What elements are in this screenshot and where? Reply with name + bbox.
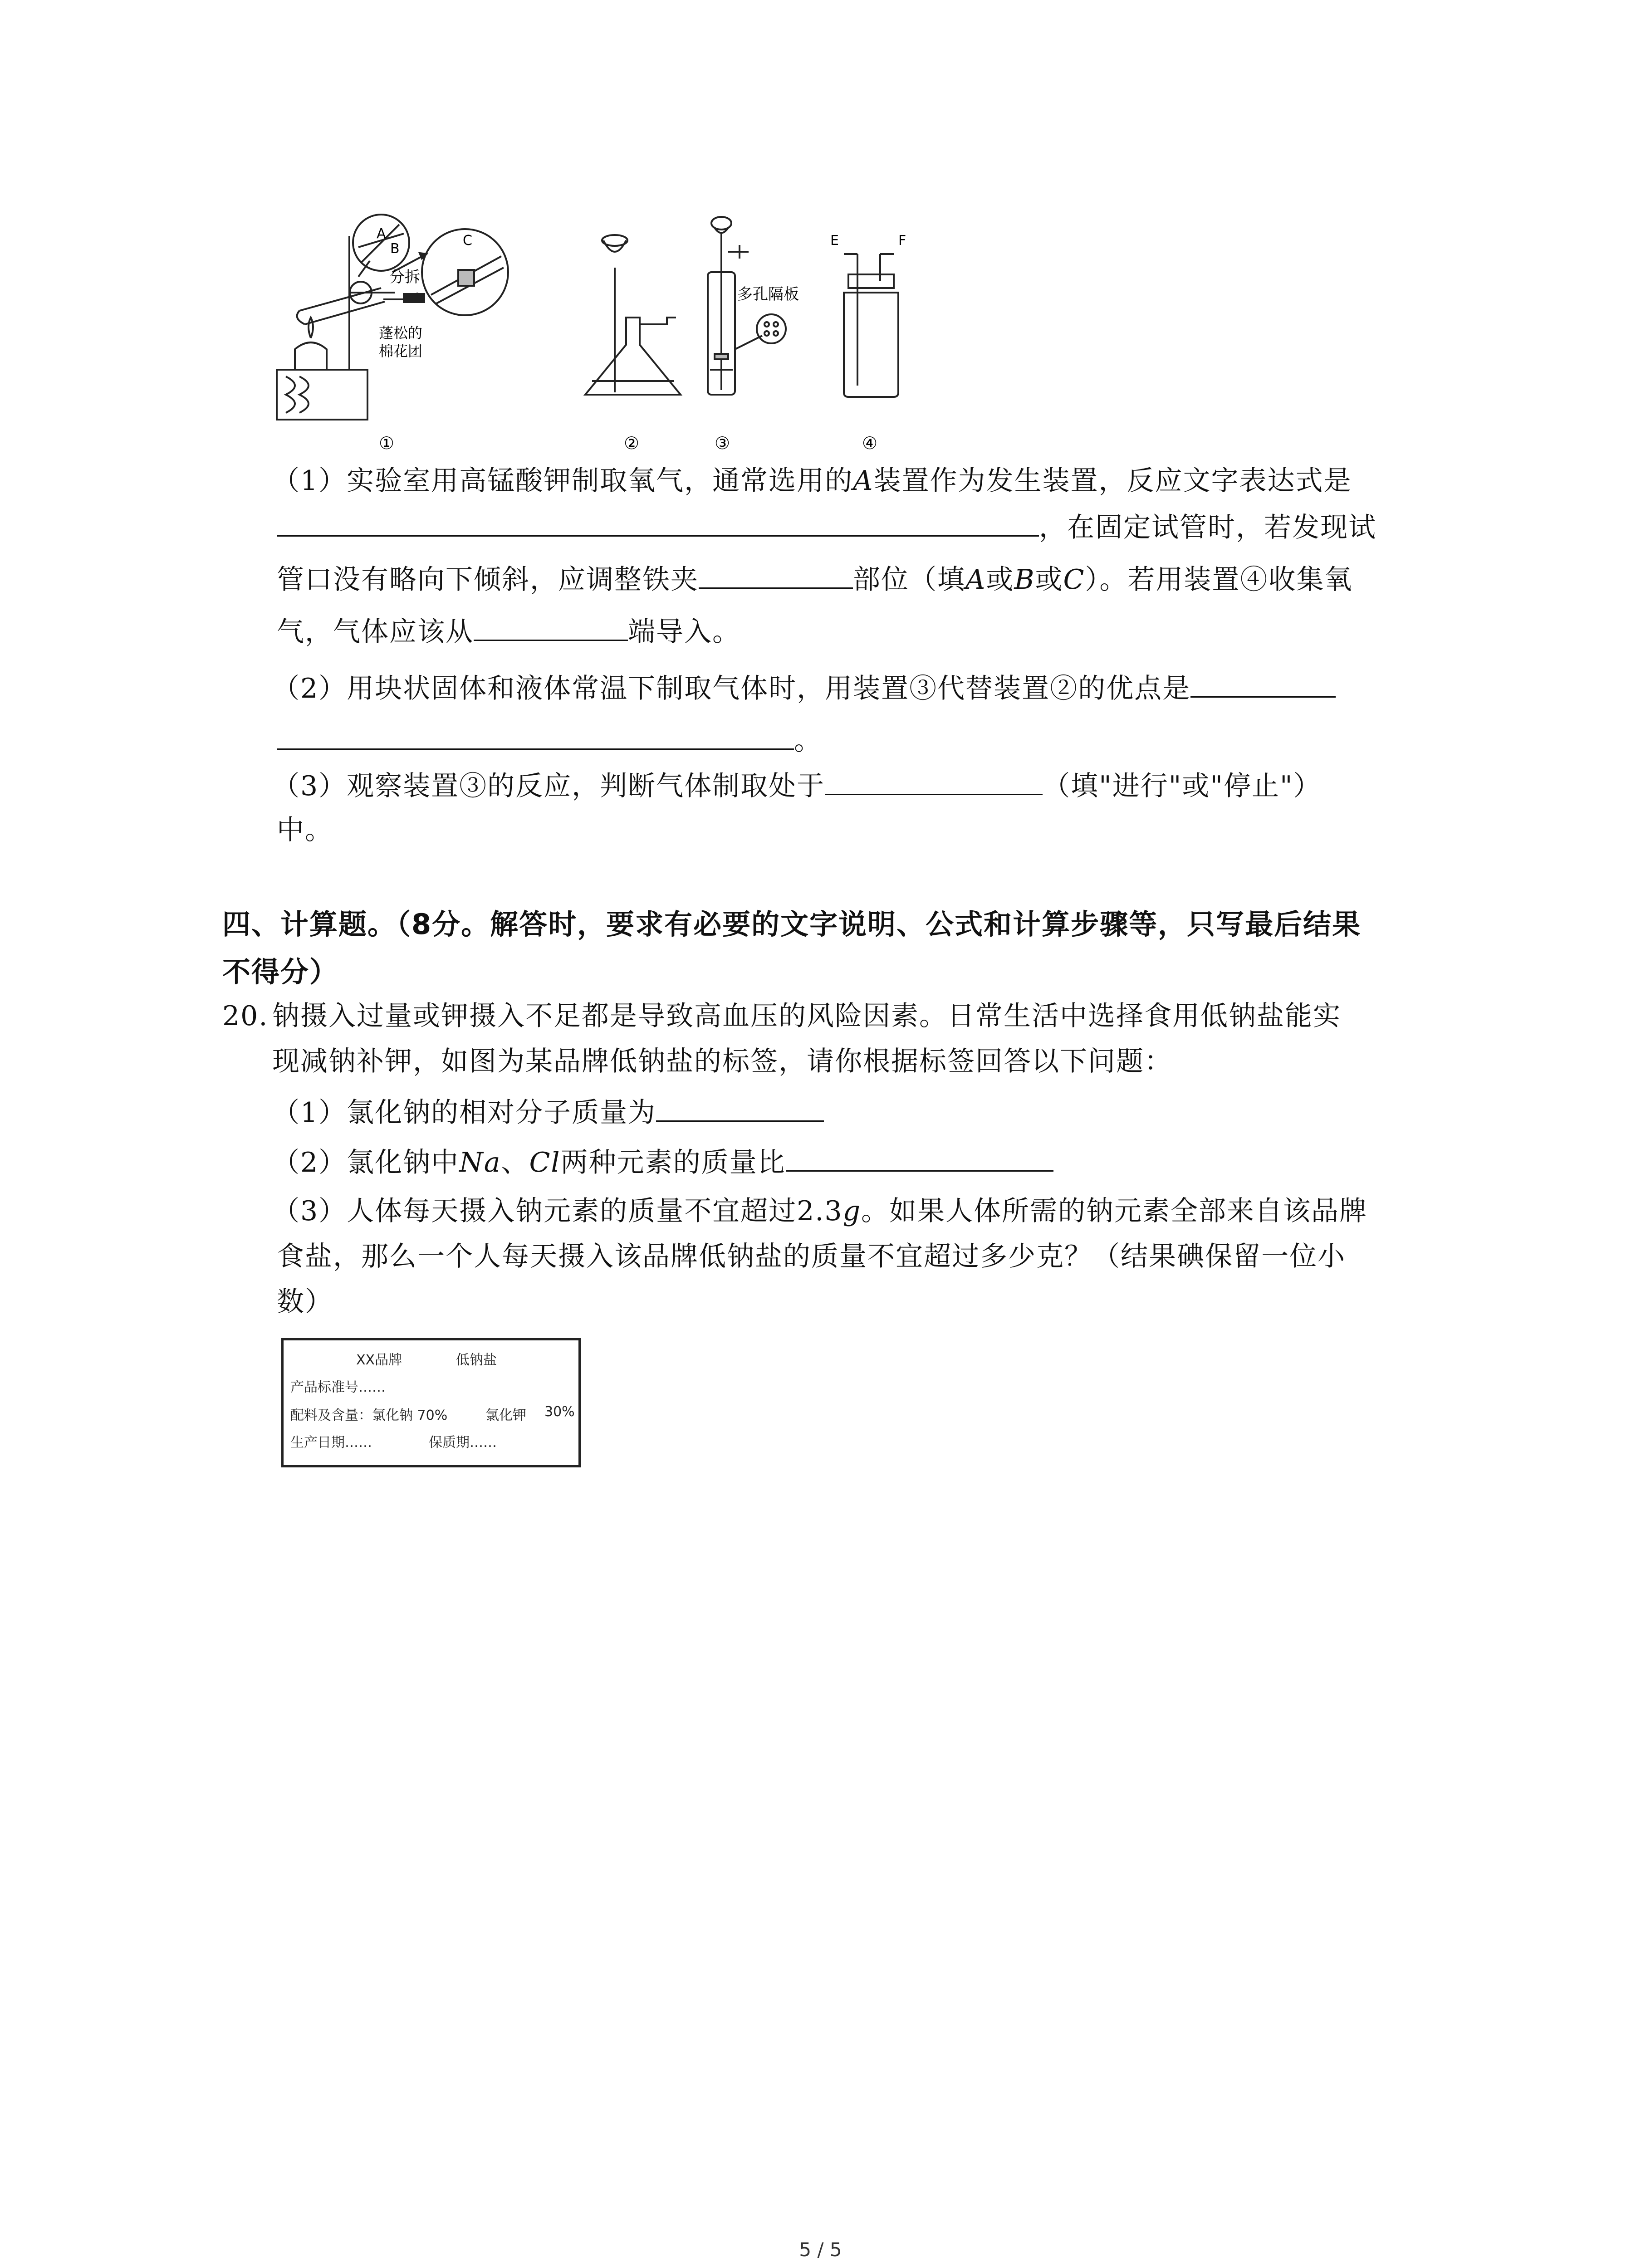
q19-part1-line1: （1）实验室用高锰酸钾制取氧气，通常选用的A装置作为发生装置，反应文字表达式是 [272,465,1352,497]
label-kcl: 氯化钾 [485,1408,526,1423]
perforated-plate-detail [757,314,786,343]
label-e: E [830,233,839,249]
salt-product-label [281,1338,581,1467]
q20-stem-line1: 钠摄入过量或钾摄入不足都是导致高血压的风险因素。日常生活中选择食用低钠盐能实 [272,1000,1341,1032]
q19-part3-line1: （3）观察装置③的反应，判断气体制取处于 （填"进行"或"停止"） [272,762,1322,809]
label-c: C [463,233,472,249]
label-brand: XX品牌 [356,1352,402,1368]
q19-part3-line2: 中。 [277,814,333,846]
q20-part1: （1）氯化钠的相对分子质量为 [272,1089,824,1135]
apparatus-number-2: ② [624,433,640,453]
q19-part1-line2: ，在固定试管时，若发现试 [277,503,1376,550]
section4-heading-line1: 四、计算题。（8分。解答时，要求有必要的文字说明、公式和计算步骤等，只写最后结果 [222,908,1362,941]
q19-part1-line3: 管口没有略向下倾斜，应调整铁夹 部位（填A或B或C）。若用装置④收集氧 [277,556,1352,602]
answer-blank-clamp[interactable] [699,556,853,589]
apparatus-figure [268,213,975,458]
cotton-label-2: 棉花团 [379,342,423,360]
apparatus-number-3: ③ [715,433,730,453]
label-ingredients: 配料及含量：氯化钠 70% [290,1408,448,1423]
label-kcl-percent: 30% [544,1404,575,1420]
label-standard: 产品标准号…… [290,1379,386,1395]
apparatus-number-4: ④ [862,433,878,453]
label-f: F [898,233,906,249]
conical-flask [585,318,681,395]
q19-part2-line1: （2）用块状固体和液体常温下制取气体时，用装置③代替装置②的优点是 [272,665,1336,711]
q20-part2: （2）氯化钠中Na、Cl两种元素的质量比 [272,1139,1053,1185]
answer-blank-advantage-1[interactable] [1190,665,1336,698]
answer-blank-advantage-2[interactable] [277,717,794,750]
label-a: A [377,226,386,242]
q19-part1-line4: 气，气体应该从 端导入。 [277,608,740,655]
answer-blank-mass-ratio[interactable] [786,1139,1053,1172]
q19-part2-line2: 。 [277,717,822,763]
apparatus-diagram [268,213,975,458]
label-product-name: 低钠盐 [456,1352,497,1368]
section4-heading-line2: 不得分） [222,955,339,988]
answer-blank-inlet[interactable] [474,608,628,641]
stand-base [277,370,367,420]
answer-blank-state[interactable] [825,762,1043,795]
q20-number: 20. [222,1000,269,1032]
label-b: B [390,241,400,257]
cotton-label-1: 蓬松的 [379,324,423,342]
plate-label: 多孔隔板 [737,285,799,303]
answer-blank-equation[interactable] [277,503,1039,537]
q20-stem-line2: 现减钠补钾，如图为某品牌低钠盐的标签，请你根据标签回答以下问题： [272,1046,1172,1077]
apparatus-number-1: ① [379,433,395,453]
gas-bottle [844,293,898,397]
q20-part3-line1: （3）人体每天摄入钠元素的质量不宜超过2.3g。如果人体所需的钠元素全部来自该品牌 [272,1195,1368,1227]
q20-part3-line3: 数） [277,1286,333,1318]
q20-part3-line2: 食盐，那么一个人每天摄入该品牌低钠盐的质量不宜超过多少克？（结果碘保留一位小 [277,1241,1346,1272]
label-shelf-life: 保质期…… [429,1435,497,1451]
answer-blank-molar-mass[interactable] [656,1089,824,1122]
split-label: 分拆 [389,268,420,286]
page-indicator: 5 / 5 [799,2239,842,2261]
label-production-date: 生产日期…… [290,1435,372,1451]
